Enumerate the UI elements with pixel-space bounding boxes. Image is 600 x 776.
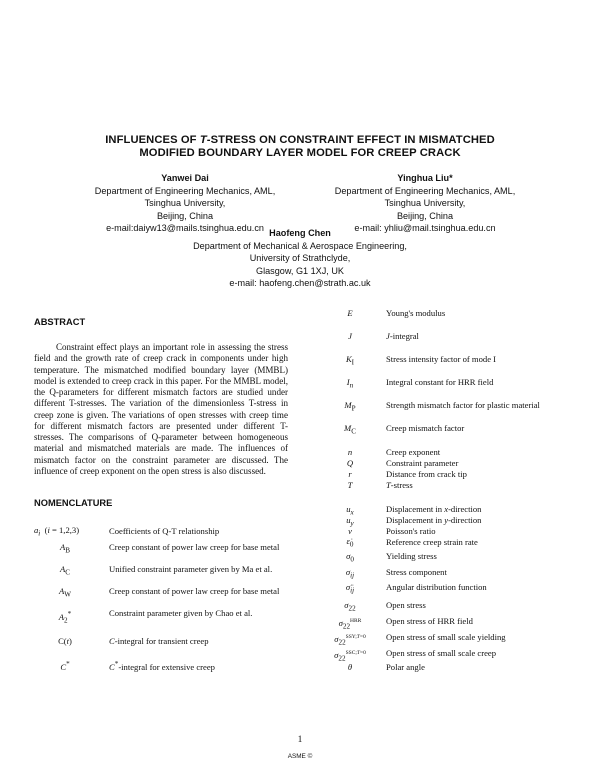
author-name: Haofeng Chen [269, 228, 331, 238]
nomenclature-description: Creep constant of power law creep for base metal [109, 542, 280, 552]
nomenclature-description: Open stress [386, 600, 426, 610]
author-affiliation: Tsinghua University, [384, 198, 466, 209]
nomenclature-description: Reference creep strain rate [386, 537, 478, 547]
nomenclature-symbol: J [348, 331, 352, 341]
nomenclature-symbol: $\sigma_{22}^{HRR}$ [338, 617, 362, 631]
nomenclature-description: Open stress of small scale creep [386, 648, 497, 658]
nomenclature-description: C*-integral for extensive creep [109, 660, 215, 672]
nomenclature-description: Young's modulus [386, 308, 446, 318]
nomenclature-symbol: $I_n$ [346, 377, 354, 390]
nomenclature-symbol: $K_I$ [345, 354, 355, 367]
nomenclature-description: Constraint parameter given by Chao et al. [109, 608, 253, 618]
nomenclature-description: T-stress [386, 480, 413, 490]
author-affiliation: Tsinghua University, [144, 198, 226, 209]
nomenclature-symbol: C* [60, 660, 70, 672]
nomenclature-description: Open stress of HRR field [386, 616, 473, 626]
nomenclature-description: Integral constant for HRR field [386, 377, 494, 387]
nomenclature-symbol: $\sigma_{22}^{SSY;T=0}$ [334, 633, 366, 647]
author-affiliation: University of Strathclyde, [249, 253, 351, 264]
nomenclature-symbol: E [347, 308, 353, 318]
nomenclature-symbol: $u_x$ [346, 504, 354, 517]
nomenclature-description: Polar angle [386, 662, 425, 672]
nomenclature-symbol: $\sigma_{22}^{SSC;T=0}$ [334, 649, 366, 663]
nomenclature-symbol: $\sigmä_{ij}$ [345, 582, 355, 595]
nomenclature-symbol: $A_C$ [59, 564, 71, 577]
nomenclature-symbol: $M_C$ [344, 423, 356, 436]
nomenclature-description: J-integral [386, 331, 419, 341]
author-email: e-mail: haofeng.chen@strath.ac.uk [229, 278, 371, 289]
nomenclature-symbol: θ [347, 662, 353, 672]
page-number: 1 [297, 735, 303, 745]
nomenclature-symbol: $u_y$ [346, 515, 354, 528]
author-affiliation: Beijing, China [156, 210, 214, 221]
paper-title-line-2: MODIFIED BOUNDARY LAYER MODEL FOR CREEP CRACK [139, 147, 461, 159]
nomenclature-description: Creep exponent [386, 447, 441, 457]
author-affiliation: Department of Engineering Mechanics, AML, [94, 185, 276, 196]
nomenclature-description: Creep constant of power law creep for base metal [109, 586, 280, 596]
author-email: e-mail: yhliu@mail.tsinghua.edu.cn [354, 223, 496, 234]
nomenclature-description: Stress component [386, 567, 447, 577]
nomenclature-description: Creep mismatch factor [386, 423, 465, 433]
nomenclature-symbol: r [348, 469, 352, 479]
nomenclature-description: Open stress of small scale yielding [386, 632, 506, 642]
nomenclature-symbol: n [347, 447, 353, 457]
nomenclature-symbol: $\sigma_{ij}$ [345, 567, 355, 580]
nomenclature-description: Distance from crack tip [386, 469, 467, 479]
nomenclature-description: Strength mismatch factor for plastic material [386, 400, 540, 410]
nomenclature-description: Unified constraint parameter given by Ma et al. [109, 564, 273, 574]
nomenclature-symbol: $A_W$ [58, 586, 71, 599]
nomenclature-symbol: Q [346, 458, 354, 468]
nomenclature-symbol: v [348, 526, 352, 536]
author-name: Yinghua Liu* [397, 173, 453, 183]
nomenclature-description: C-integral for transient creep [109, 636, 209, 646]
paper-title-line-1: INFLUENCES OF T-STRESS ON CONSTRAINT EFFECT IN MISMATCHED [105, 134, 495, 146]
nomenclature-symbol: $A_2^*$ [58, 610, 72, 625]
nomenclature-symbol: $a_i$ (i = 1,2,3) [34, 525, 80, 538]
nomenclature-symbol: $\sigma_0$ [346, 551, 354, 564]
nomenclature-description: Angular distribution function [386, 582, 487, 592]
copyright-notice: ASME © [287, 753, 313, 760]
nomenclature-description: Displacement in y-direction [386, 515, 482, 525]
nomenclature-description: Stress intensity factor of mode I [386, 354, 497, 364]
author-block-liu [300, 172, 550, 235]
nomenclature-description: Displacement in x-direction [386, 504, 482, 514]
nomenclature-symbol: $M_P$ [344, 400, 356, 413]
author-block-dai [60, 172, 310, 235]
nomenclature-description: Poisson's ratio [386, 526, 436, 536]
author-name: Yanwei Dai [161, 173, 209, 183]
author-affiliation: Beijing, China [396, 210, 454, 221]
nomenclature-symbol: $A_B$ [59, 542, 71, 555]
nomenclature-symbol: C(t) [58, 636, 72, 646]
author-affiliation: Department of Mechanical & Aerospace Engineering, [193, 240, 407, 251]
nomenclature-heading: NOMENCLATURE [34, 498, 113, 508]
nomenclature-symbol: $\varepsiloṅ_0$ [346, 536, 354, 549]
nomenclature-symbol: $\sigma_{22}$ [344, 600, 356, 613]
author-affiliation: Department of Engineering Mechanics, AML, [334, 185, 516, 196]
abstract-text: Constraint effect plays an important role in assessing the stress field and the growth rate of creep crack in components under high temperature. The mismatched modified boundary layer (MMBL) model is extended to creep crack in this paper. For the MMBL model, the Q-parameters for different mismatch factors are studied under different T-stresses. The variation of the dimensionless T-stress in creep zone is given. The variations of open stresses with creep time for different mismatch factors are presented under different T-stresses. The comparisons of Q-parameter between homogeneous material and mismatched materials are made. The influences of mismatch factor on the constraint parameter are discussed. The influence of creep exponent on the open stress is also discussed. [34, 342, 288, 476]
author-affiliation: Glasgow, G1 1XJ, UK [256, 265, 344, 276]
nomenclature-symbol: T [347, 480, 353, 490]
nomenclature-description: Yielding stress [386, 551, 437, 561]
abstract-heading: ABSTRACT [34, 317, 86, 327]
author-email: e-mail:daiyw13@mails.tsinghua.edu.cn [106, 223, 264, 234]
nomenclature-description: Constraint parameter [386, 458, 459, 468]
author-block-chen [150, 227, 450, 290]
nomenclature-description: Coefficients of Q-T relationship [109, 526, 220, 536]
